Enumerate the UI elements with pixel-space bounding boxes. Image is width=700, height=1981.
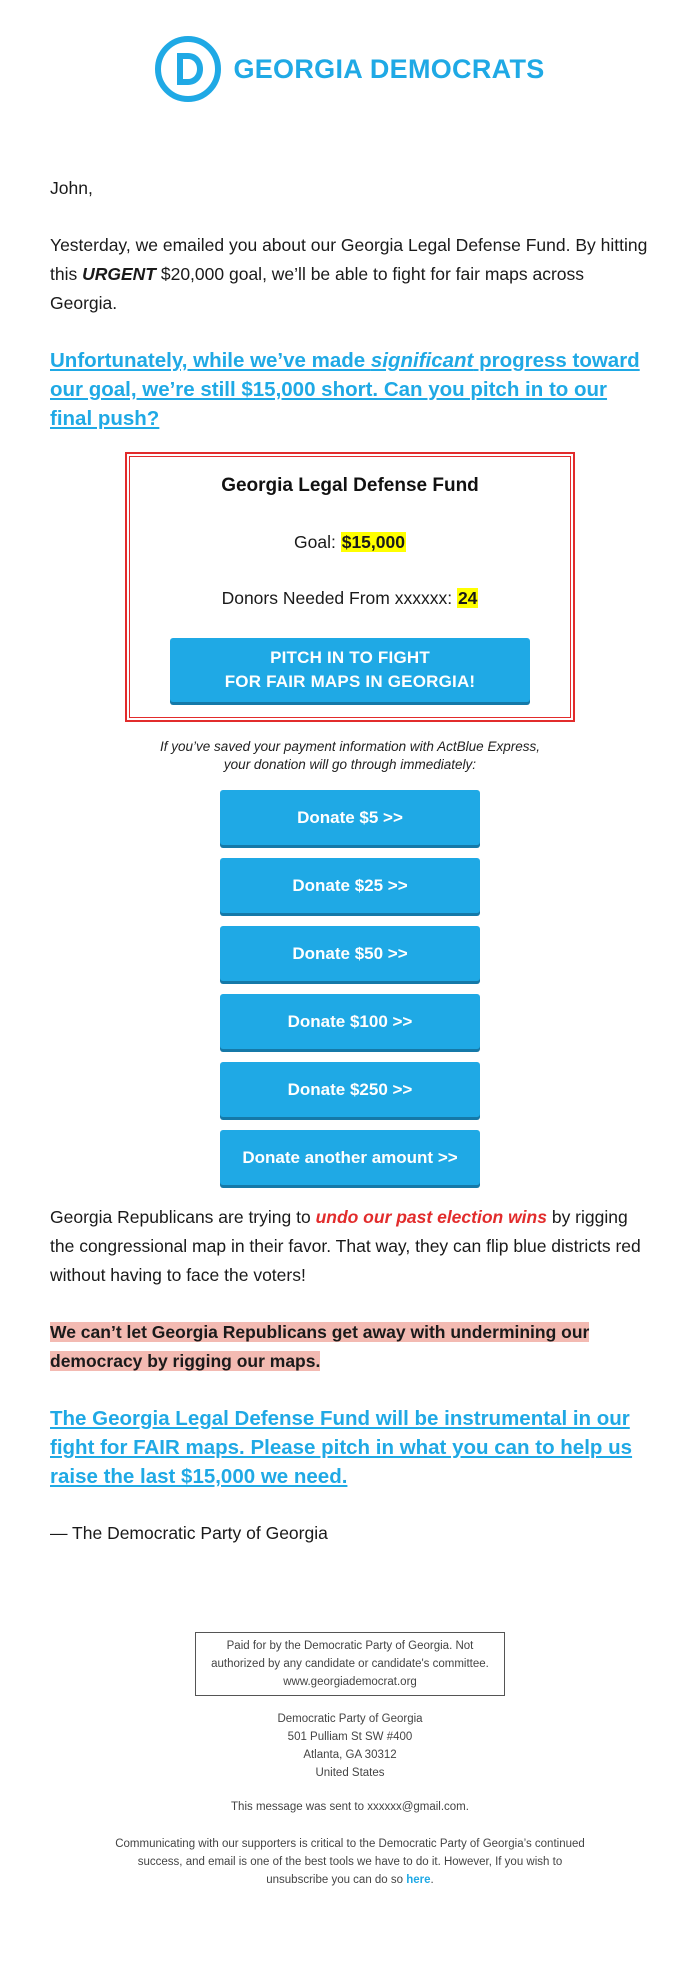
unsub-line3 xyxy=(90,1871,610,1889)
address-line4: United States xyxy=(315,1767,385,1779)
republicans-paragraph xyxy=(50,1203,650,1290)
express-note-line2: your donation will go through immediately: xyxy=(223,757,477,772)
donors-label: Donors Needed From xxxxxx: xyxy=(221,588,457,608)
pitch-link-text-start: Unfortunately, while we’ve made xyxy=(50,349,371,372)
email-page xyxy=(0,34,700,1889)
header-logo[interactable] xyxy=(0,34,700,104)
express-note-line1: If you’ve saved your payment information with ActBlue Express, xyxy=(160,739,540,754)
unsubscribe-link[interactable]: here xyxy=(406,1874,431,1886)
sent-to-notice xyxy=(0,1798,700,1816)
donate-100-button[interactable]: Donate $100 >> xyxy=(220,994,480,1049)
paid-for-disclaimer xyxy=(195,1632,505,1696)
fund-box xyxy=(125,452,575,722)
unsub-period: . xyxy=(430,1874,434,1886)
logo-text: GEORGIA DEMOCRATS xyxy=(233,53,545,84)
signature: — The Democratic Party of Georgia xyxy=(50,1523,328,1543)
unsub-line1: Communicating with our supporters is critical to the Democratic Party of Georgia’s continued xyxy=(115,1838,585,1850)
goal-value: $15,000 xyxy=(341,532,405,552)
donors-value: 24 xyxy=(457,588,478,608)
greeting: John, xyxy=(50,178,93,198)
significant-emphasis: significant xyxy=(370,349,474,372)
donate-buttons xyxy=(50,790,650,1185)
address-line2: 501 Pulliam St SW #400 xyxy=(287,1731,413,1743)
pitch-button-line1: PITCH IN TO FIGHT xyxy=(270,648,430,667)
fund-box-inner xyxy=(129,456,571,718)
unsub-line3-text: unsubscribe you can do so xyxy=(266,1874,407,1886)
donate-250-button[interactable]: Donate $250 >> xyxy=(220,1062,480,1117)
republicans-text-start: Georgia Republicans are trying to xyxy=(50,1207,316,1227)
warning-text: We can’t let Georgia Republicans get away with undermining our democracy by rigging our maps. xyxy=(50,1322,590,1371)
sent-to-label: This message was sent to xyxy=(231,1801,368,1813)
warning-paragraph xyxy=(50,1318,650,1376)
undo-wins-emphasis: undo our past election wins xyxy=(315,1207,547,1227)
pitch-in-link[interactable] xyxy=(50,346,650,433)
republicans-text-end: by rigging the congressional map in their favor. That way, they can flip blue districts red without having to face the voters! xyxy=(50,1207,641,1285)
intro-text-end: $20,000 goal, we’ll be able to fight for fair maps across Georgia. xyxy=(50,264,585,313)
donate-5-button[interactable]: Donate $5 >> xyxy=(220,790,480,845)
sent-to-period: . xyxy=(465,1801,469,1813)
unsub-line2: success, and email is one of the best tools we have to do it. However, If you wish to xyxy=(137,1856,563,1868)
address-line1: Democratic Party of Georgia xyxy=(277,1713,423,1725)
actblue-express-note xyxy=(50,738,650,774)
intro-paragraph xyxy=(50,231,650,318)
urgent-emphasis: URGENT xyxy=(82,264,156,284)
disclaimer-line2: authorized by any candidate or candidate's committee. xyxy=(211,1658,489,1670)
recipient-email: xxxxxx@gmail.com xyxy=(367,1801,466,1813)
intro-text-start: Yesterday, we emailed you about our Georgia Legal Defense Fund. By hitting this xyxy=(50,235,648,284)
disclaimer-line1: Paid for by the Democratic Party of Georgia. Not xyxy=(226,1640,474,1652)
unsubscribe-notice xyxy=(90,1835,610,1889)
mailing-address xyxy=(0,1710,700,1782)
disclaimer-website[interactable]: www.georgiademocrat.org xyxy=(283,1676,417,1688)
address-line3: Atlanta, GA 30312 xyxy=(303,1749,397,1761)
email-body xyxy=(0,174,700,1548)
pitch-link-text-end: progress toward our goal, we’re still $15,000 short. Can you pitch in to our final push? xyxy=(50,349,640,430)
pitch-in-fight-button[interactable] xyxy=(170,638,530,702)
donate-25-button[interactable]: Donate $25 >> xyxy=(220,858,480,913)
goal-label: Goal: xyxy=(294,532,341,552)
fund-title: Georgia Legal Defense Fund xyxy=(221,475,479,496)
fund-donors-needed xyxy=(130,585,570,611)
fund-goal xyxy=(130,529,570,555)
donate-50-button[interactable]: Donate $50 >> xyxy=(220,926,480,981)
donate-other-amount-button[interactable]: Donate another amount >> xyxy=(220,1130,480,1185)
pitch-button-line2: FOR FAIR MAPS IN GEORGIA! xyxy=(224,672,476,691)
legal-fund-link[interactable]: The Georgia Legal Defense Fund will be instrumental in our fight for FAIR maps. Please pitch in what you can to help us raise the last $15,000 we need. xyxy=(50,1407,633,1488)
democrats-d-logo-icon xyxy=(155,36,221,102)
